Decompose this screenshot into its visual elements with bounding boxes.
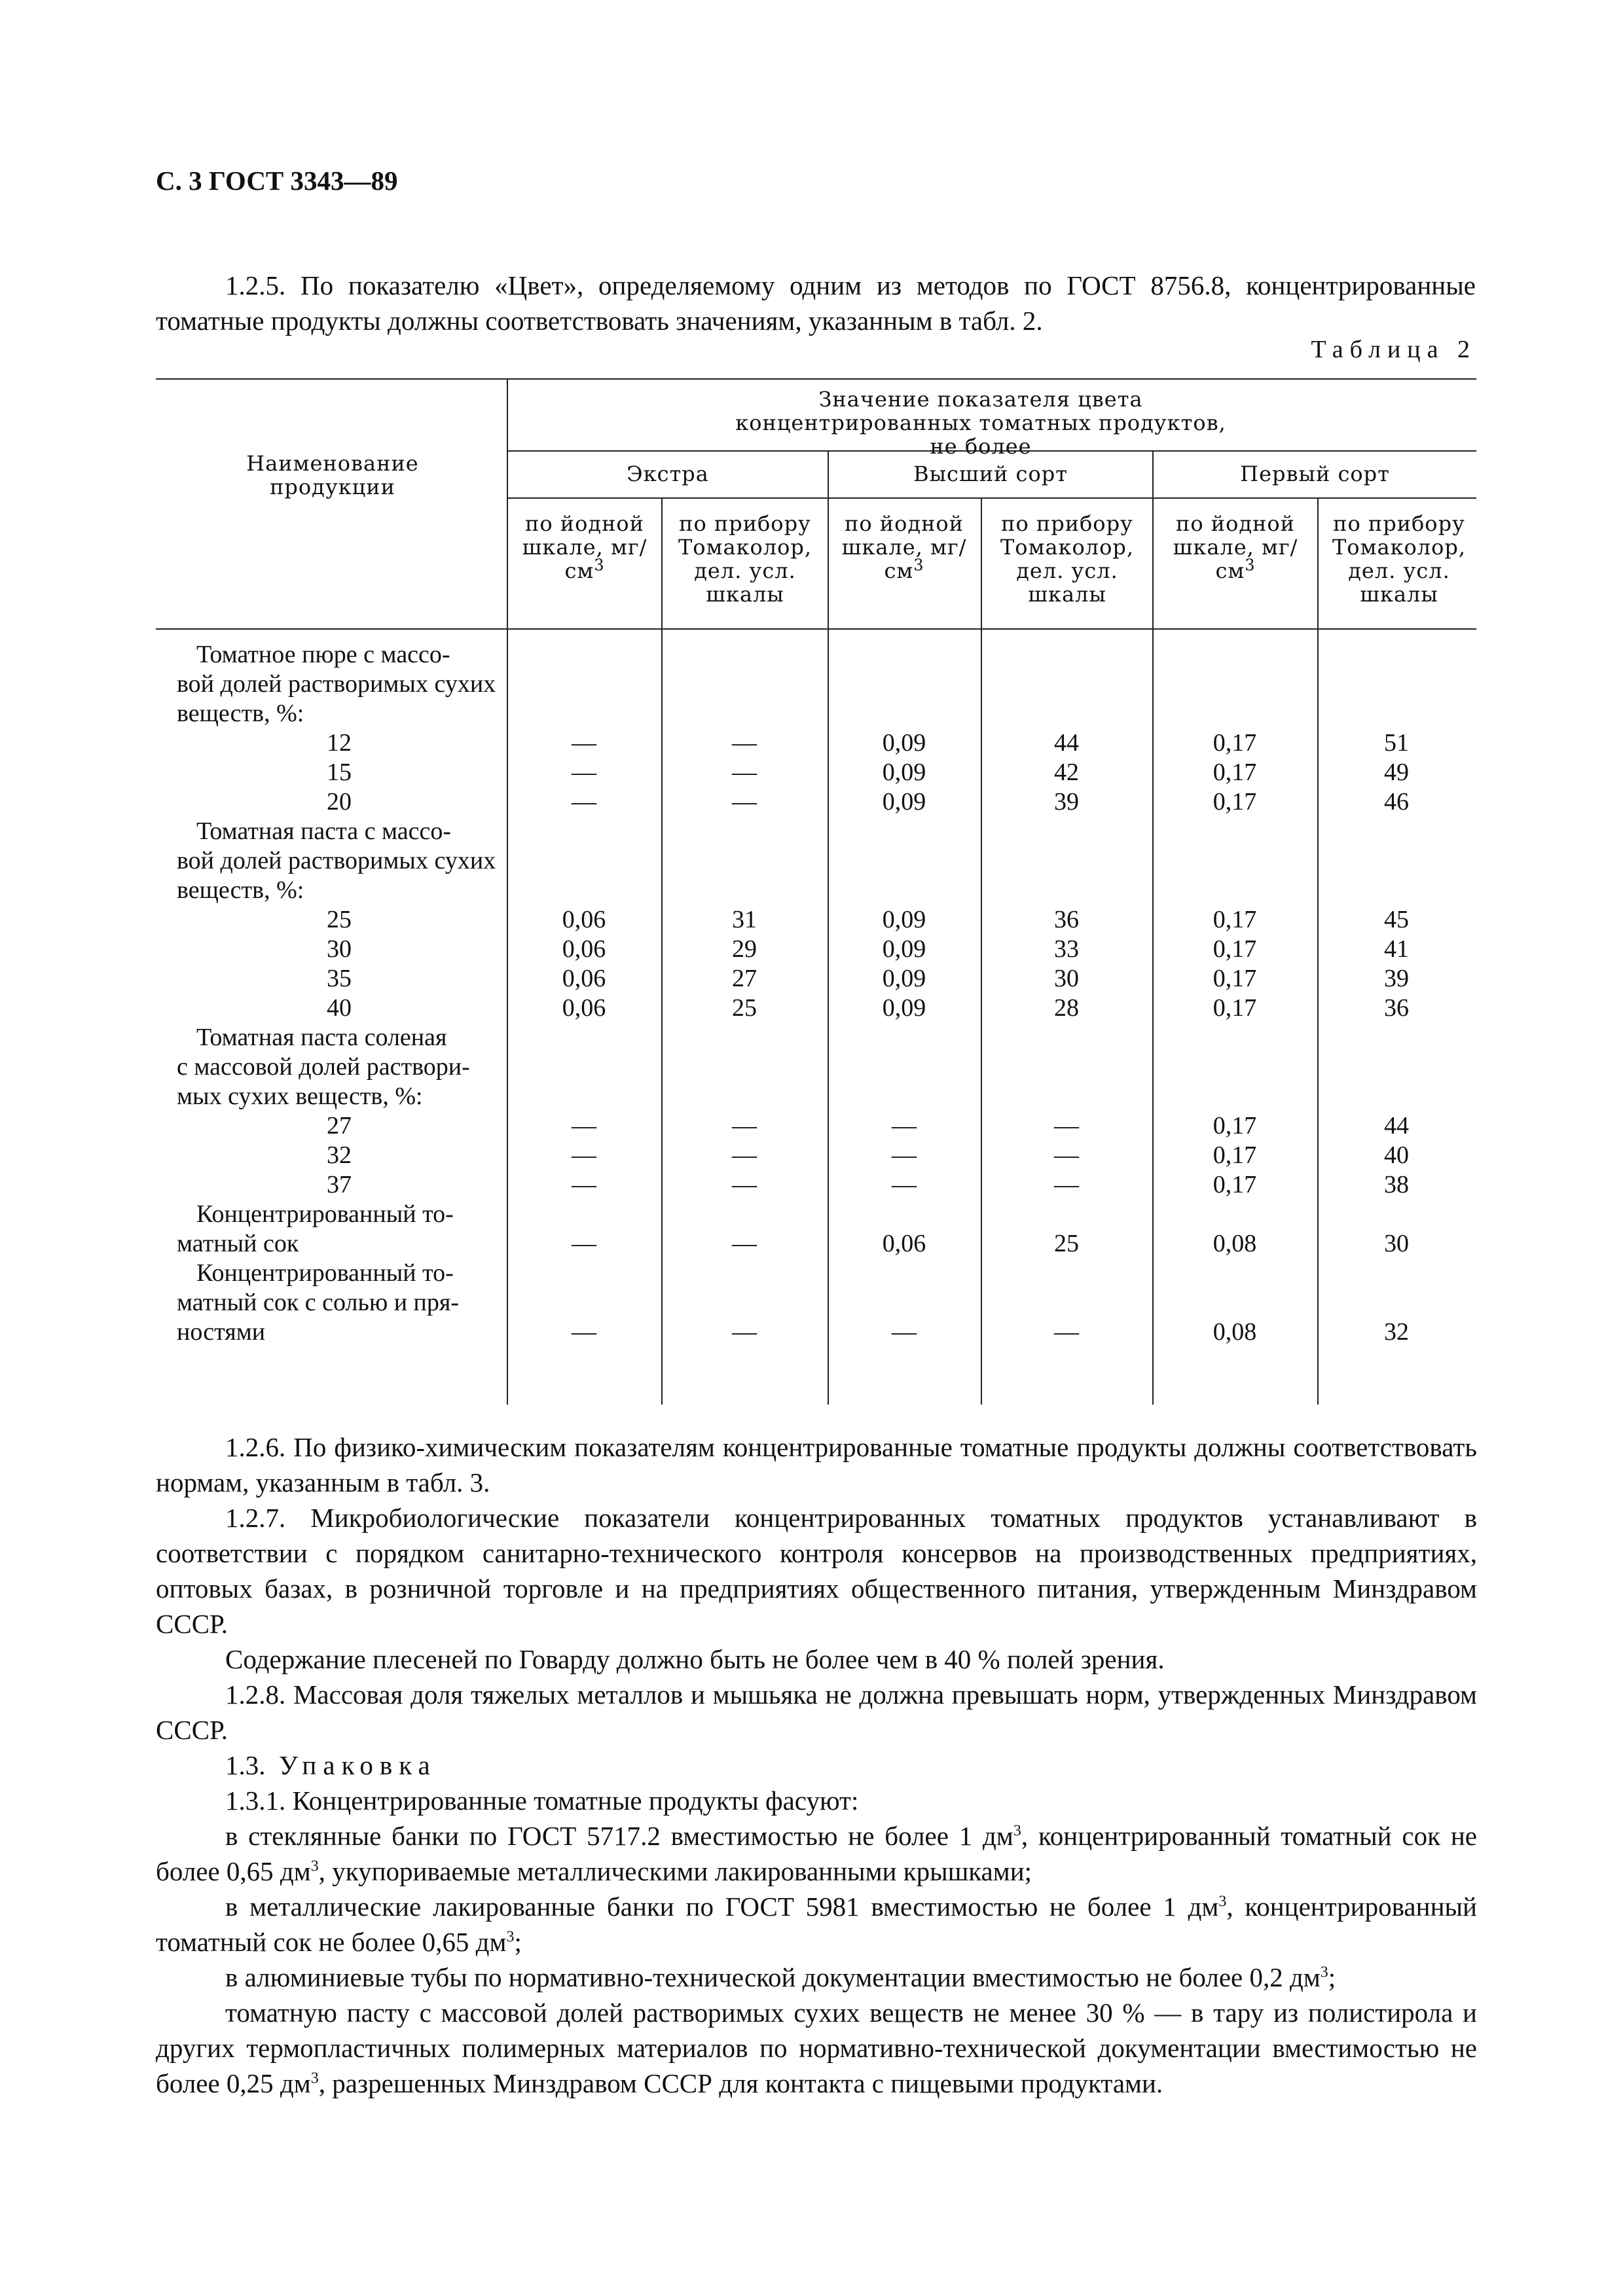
table-cell: 0,17 bbox=[1213, 965, 1257, 992]
name-column-header: Наименование продукции bbox=[246, 451, 419, 499]
table-cell: — bbox=[732, 788, 757, 816]
packing-polymer-containers: томатную пасту с массовой долей растворимых сухих веществ не менее 30 % — в тару из полистирола и других термопластичных полимерных материалов по нормативно-технической документации вместимостью не более 0,25 $дм^3$, разрешенных Минздравом СССР для контакта с пищевыми продуктами. bbox=[156, 1998, 1477, 2098]
packing-metal-cans: в металлические лакированные банки по ГОСТ 5981 вместимостью не более 1 $дм^3$, концентрированный томатный сок не более 0,65 $дм^3$; bbox=[156, 1892, 1477, 1957]
table-cell: 0,09 bbox=[882, 788, 926, 816]
table-cell: — bbox=[892, 1318, 917, 1346]
row-name-line: Томатная паста соленая bbox=[196, 1024, 447, 1051]
col-divider-4 bbox=[1152, 450, 1154, 1405]
table-cell: 0,17 bbox=[1213, 759, 1257, 786]
row-name-line: Томатная паста с массо- bbox=[196, 817, 451, 845]
packing-glass-jars: в стеклянные банки по ГОСТ 5717.2 вместимостью не более 1 $дм^3$, концентрированный томатный сок не более 0,65 $дм^3$, укупориваемые металлическими лакированными крышками; bbox=[156, 1821, 1478, 1886]
group-header: Значение показателя цвета концентрированных томатных продуктов, не более bbox=[735, 387, 1226, 459]
table-cell: 0,09 bbox=[882, 965, 926, 992]
table-cell: 36 bbox=[1384, 994, 1409, 1022]
table-cell: 0,08 bbox=[1213, 1230, 1257, 1257]
table-cell: 0,17 bbox=[1213, 906, 1257, 933]
table-cell: 39 bbox=[1384, 965, 1409, 992]
table-cell: — bbox=[1054, 1171, 1079, 1198]
table-cell: — bbox=[892, 1171, 917, 1198]
page-header: С. 3 ГОСТ 3343—89 bbox=[156, 166, 398, 196]
row-name-line: веществ, %: bbox=[177, 876, 304, 904]
table-cell: 42 bbox=[1054, 759, 1079, 786]
table-cell: 29 bbox=[732, 935, 757, 963]
row-name-line: вой долей растворимых сухих bbox=[177, 847, 496, 874]
grade-header-divider bbox=[507, 497, 1476, 499]
table-cell: — bbox=[732, 1141, 757, 1169]
table-cell: 30 bbox=[1384, 1230, 1409, 1257]
table-cell: 31 bbox=[732, 906, 757, 933]
table-cell: 32 bbox=[1384, 1318, 1409, 1346]
table-cell: — bbox=[572, 1230, 596, 1257]
table-cell: 0,17 bbox=[1213, 1112, 1257, 1139]
table-cell: — bbox=[732, 759, 757, 786]
paragraph-1-3-1: 1.3.1. Концентрированные томатные продукты фасуют: bbox=[225, 1785, 859, 1816]
row-name-value: 35 bbox=[327, 965, 352, 992]
row-name-line: матный сок с солью и пря- bbox=[177, 1289, 460, 1316]
table-cell: — bbox=[732, 1112, 757, 1139]
table-cell: 30 bbox=[1054, 965, 1079, 992]
table-cell: 51 bbox=[1384, 729, 1409, 757]
paragraph-1-2-7: 1.2.7. Микробиологические показатели концентрированных томатных продуктов устанавливают в соответствии с порядком санитарно-технического контроля консервов на производственных предприятиях, оптовых базах, в розничной торговле и на предприятиях общественного питания, утвержденным Минздравом СССР. bbox=[156, 1503, 1477, 1639]
table-cell: 0,09 bbox=[882, 906, 926, 933]
row-name-value: 30 bbox=[327, 935, 352, 963]
table-cell: — bbox=[1054, 1141, 1079, 1169]
body-text bbox=[156, 1429, 1477, 2101]
header-bottom-border bbox=[156, 628, 1476, 630]
col-divider-1 bbox=[661, 497, 663, 1405]
table-cell: — bbox=[892, 1141, 917, 1169]
table-cell: 0,06 bbox=[562, 965, 606, 992]
row-name-line: мых сухих веществ, %: bbox=[177, 1083, 423, 1110]
table-cell: 36 bbox=[1054, 906, 1079, 933]
sub-device-extra: по прибору Томаколор, дел. усл. шкалы bbox=[678, 511, 812, 607]
paragraph-1-2-6: 1.2.6. По физико-химическим показателям концентрированные томатные продукты должны соответствовать нормам, указанным в табл. 3. bbox=[156, 1432, 1477, 1498]
table-cell: 0,09 bbox=[882, 759, 926, 786]
table-cell: 0,17 bbox=[1213, 994, 1257, 1022]
row-name-value: 25 bbox=[327, 906, 352, 933]
table-caption: Таблица 2 bbox=[1311, 336, 1476, 363]
table-cell: — bbox=[732, 1230, 757, 1257]
table-cell: 45 bbox=[1384, 906, 1409, 933]
paragraph-1-2-5: 1.2.5. По показателю «Цвет», определяемому одним из методов по ГОСТ 8756.8, концентрированные томатные продукты должны соответствовать значениям, указанным в табл. 2. bbox=[156, 270, 1476, 336]
row-name-line: Концентрированный то- bbox=[196, 1200, 454, 1228]
col-divider-3 bbox=[981, 497, 982, 1405]
table-cell: 0,17 bbox=[1213, 729, 1257, 757]
sub-iodine-extra: по йодной шкале, $мг/см^3$ bbox=[522, 511, 647, 583]
row-name-line: Концентрированный то- bbox=[196, 1259, 454, 1287]
table-cell: — bbox=[1054, 1318, 1079, 1346]
table-cell: 44 bbox=[1054, 729, 1079, 757]
table-cell: 0,06 bbox=[882, 1230, 926, 1257]
table-cell: 25 bbox=[732, 994, 757, 1022]
row-name-value: 15 bbox=[327, 759, 352, 786]
sub-device-highest: по прибору Томаколор, дел. усл. шкалы bbox=[1000, 511, 1135, 607]
col-divider-name bbox=[507, 378, 508, 1405]
row-name-value: 37 bbox=[327, 1171, 352, 1198]
table-cell: 25 bbox=[1054, 1230, 1079, 1257]
table-cell: — bbox=[572, 729, 596, 757]
table-cell: 0,09 bbox=[882, 994, 926, 1022]
row-name-line: вой долей растворимых сухих bbox=[177, 670, 496, 698]
row-name-value: 20 bbox=[327, 788, 352, 816]
table-cell: — bbox=[572, 1112, 596, 1139]
table-cell: — bbox=[732, 1171, 757, 1198]
table-cell: 0,08 bbox=[1213, 1318, 1257, 1346]
paragraph-mold: Содержание плесеней по Говарду должно быть не более чем в 40 % полей зрения. bbox=[225, 1644, 1165, 1674]
table-cell: 33 bbox=[1054, 935, 1079, 963]
table-cell: 40 bbox=[1384, 1141, 1409, 1169]
table-cell: 27 bbox=[732, 965, 757, 992]
table-cell: 49 bbox=[1384, 759, 1409, 786]
table-cell: 46 bbox=[1384, 788, 1409, 816]
table-cell: — bbox=[572, 1318, 596, 1346]
table-cell: 0,06 bbox=[562, 994, 606, 1022]
color-table bbox=[156, 378, 1476, 1405]
row-name-line: Томатное пюре с массо- bbox=[196, 641, 450, 668]
table-cell: 41 bbox=[1384, 935, 1409, 963]
col-divider-5 bbox=[1317, 497, 1319, 1405]
table-cell: 44 bbox=[1384, 1112, 1409, 1139]
row-name-value: 12 bbox=[327, 729, 352, 757]
table-cell: — bbox=[572, 788, 596, 816]
table-cell: 28 bbox=[1054, 994, 1079, 1022]
table-cell: 0,06 bbox=[562, 906, 606, 933]
row-name-value: 40 bbox=[327, 994, 352, 1022]
table-cell: 0,17 bbox=[1213, 1141, 1257, 1169]
row-name-line: ностями bbox=[177, 1318, 266, 1346]
paragraph-1-2-8: 1.2.8. Массовая доля тяжелых металлов и мышьяка не должна превышать норм, утвержденных Минздравом СССР. bbox=[156, 1679, 1477, 1745]
sub-device-first: по прибору Томаколор, дел. усл. шкалы bbox=[1332, 511, 1467, 607]
grade-extra: Экстра bbox=[627, 461, 709, 486]
table-cell: 0,17 bbox=[1213, 1171, 1257, 1198]
row-name-line: веществ, %: bbox=[177, 700, 304, 727]
table-cell: — bbox=[1054, 1112, 1079, 1139]
table-cell: — bbox=[572, 1141, 596, 1169]
table-cell: 0,17 bbox=[1213, 935, 1257, 963]
table-cell: 0,17 bbox=[1213, 788, 1257, 816]
row-name-line: матный сок bbox=[177, 1230, 299, 1257]
table-cell: 0,09 bbox=[882, 935, 926, 963]
sub-iodine-first: по йодной шкале, $мг/см^3$ bbox=[1173, 511, 1298, 583]
row-name-value: 32 bbox=[327, 1141, 352, 1169]
table-cell: 39 bbox=[1054, 788, 1079, 816]
table-cell: — bbox=[572, 1171, 596, 1198]
table-cell: — bbox=[732, 729, 757, 757]
table-cell: — bbox=[572, 759, 596, 786]
table-top-border bbox=[156, 378, 1476, 380]
table-cell: 38 bbox=[1384, 1171, 1409, 1198]
table-cell: 0,09 bbox=[882, 729, 926, 757]
grade-first: Первый сорт bbox=[1240, 461, 1390, 486]
grade-highest: Высший сорт bbox=[913, 461, 1068, 486]
table-cell: 0,06 bbox=[562, 935, 606, 963]
row-name-line: с массовой долей раствори- bbox=[177, 1053, 470, 1081]
sub-iodine-highest: по йодной шкале, $мг/см^3$ bbox=[841, 511, 967, 583]
table-cell: — bbox=[892, 1112, 917, 1139]
row-name-value: 27 bbox=[327, 1112, 352, 1139]
table-cell: — bbox=[732, 1318, 757, 1346]
col-divider-2 bbox=[828, 450, 829, 1405]
packing-aluminum-tubes: в алюминиевые тубы по нормативно-технической документации вместимостью не более 0,2 $дм^3$; bbox=[225, 1962, 1336, 1992]
section-1-3-heading: 1.3. Упаковка bbox=[225, 1750, 437, 1780]
